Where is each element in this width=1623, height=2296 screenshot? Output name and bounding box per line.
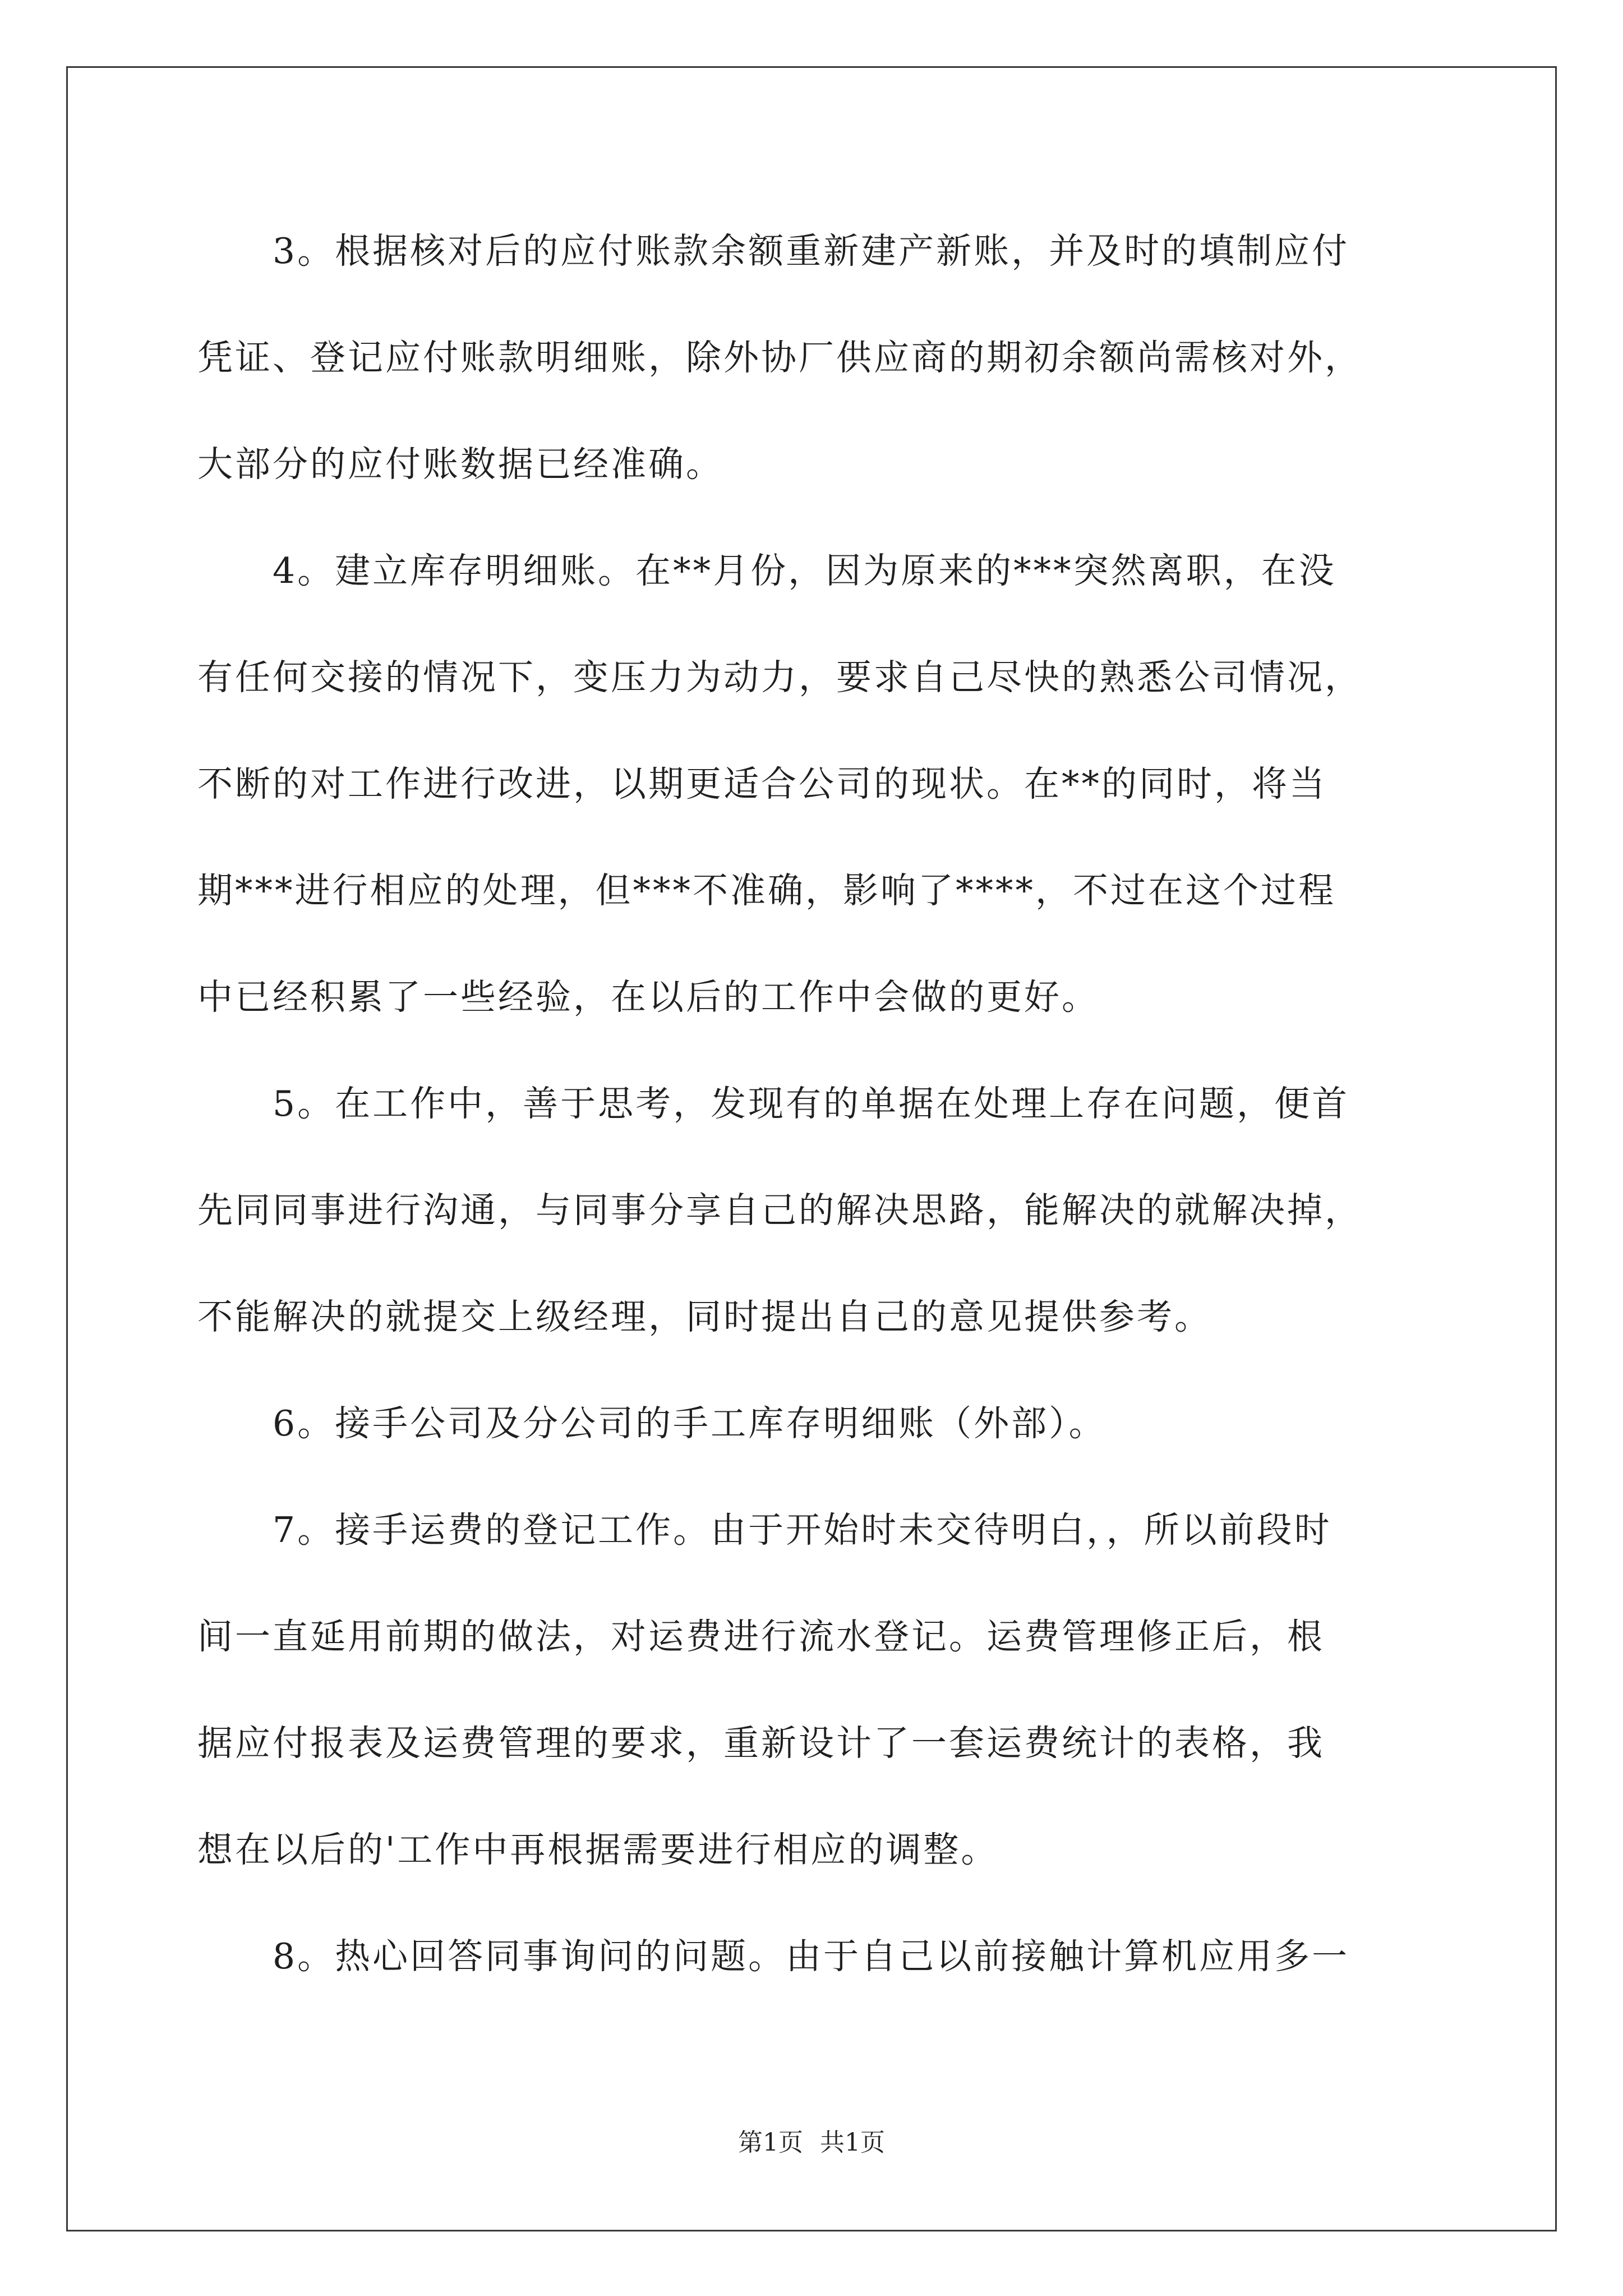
text-line: 8。热心回答同事询问的问题。由于自己以前接触计算机应用多一: [197, 1936, 1350, 1977]
page-number: 第1页: [738, 2128, 803, 2157]
text-line: 大部分的应付账数据已经准确。: [197, 444, 723, 485]
page-border: [66, 66, 1557, 2231]
text-line: 4。建立库存明细账。在**月份，因为原来的***突然离职，在没: [197, 550, 1336, 591]
text-line: 不能解决的就提交上级经理，同时提出自己的意见提供参考。: [197, 1296, 1212, 1337]
text-line: 3。根据核对后的应付账款余额重新建产新账，并及时的填制应付: [197, 231, 1350, 272]
text-line: 有任何交接的情况下，变压力为动力，要求自己尽快的熟悉公司情况，: [197, 657, 1362, 698]
text-line: 5。在工作中，善于思考，发现有的单据在处理上存在问题，便首: [197, 1083, 1350, 1124]
text-line: 中已经积累了一些经验，在以后的工作中会做的更好。: [197, 977, 1099, 1018]
text-line: 先同同事进行沟通，与同事分享自己的解决思路，能解决的就解决掉，: [197, 1190, 1362, 1231]
text-line: 期***进行相应的处理，但***不准确，影响了****，不过在这个过程: [197, 870, 1336, 911]
text-line: 凭证、登记应付账款明细账，除外协厂供应商的期初余额尚需核对外，: [197, 337, 1362, 378]
text-line: 据应付报表及运费管理的要求，重新设计了一套运费统计的表格，我: [197, 1723, 1325, 1764]
text-line: 不断的对工作进行改进，以期更适合公司的现状。在**的同时，将当: [197, 763, 1327, 804]
text-line: 7。接手运费的登记工作。由于开始时未交待明白，，所以前段时: [197, 1510, 1332, 1550]
text-line: 想在以后的'工作中再根据需要进行相应的调整。: [197, 1829, 999, 1870]
text-line: 间一直延用前期的做法，对运费进行流水登记。运费管理修正后，根: [197, 1616, 1325, 1657]
page-footer: [0, 2126, 1623, 2160]
page-total: 共1页: [820, 2128, 885, 2157]
text-line: 6。接手公司及分公司的手工库存明细账（外部）。: [197, 1403, 1106, 1444]
